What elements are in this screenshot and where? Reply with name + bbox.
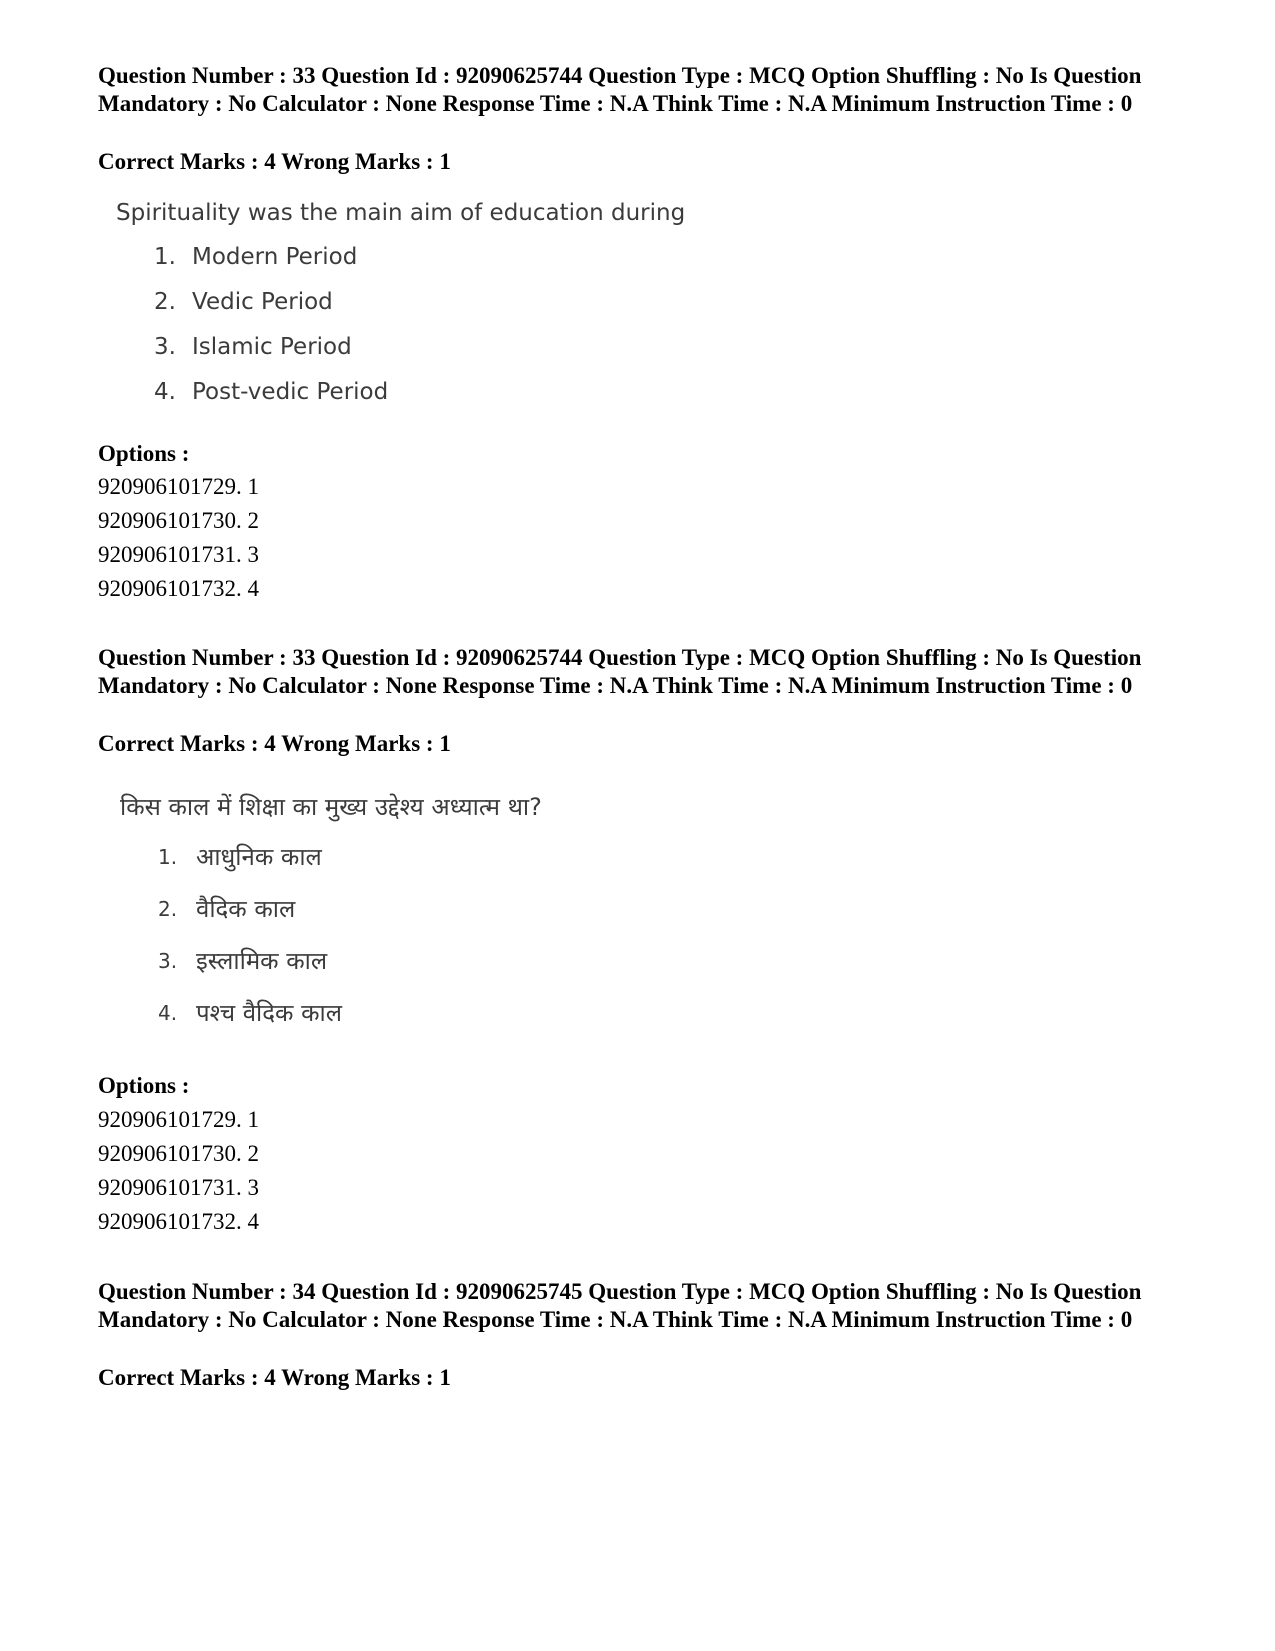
options-label: Options : xyxy=(98,1073,190,1098)
option-item: 920906101731. 3 xyxy=(98,542,259,567)
marks-line: Correct Marks : 4 Wrong Marks : 1 xyxy=(98,149,451,174)
option-item: 920906101730. 2 xyxy=(98,1141,259,1166)
choice-item: 3. Islamic Period xyxy=(154,334,352,360)
option-item: 920906101730. 2 xyxy=(98,508,259,533)
choice-item: 1. Modern Period xyxy=(154,244,358,270)
question-header: Question Number : 33 Question Id : 92090625744 Question Type : MCQ Option Shuffling : No Is Question Mandatory : No Calculator : None Response Time : N.A Think Time : N.A Minimum Instruction Time : 0 xyxy=(98,63,1142,116)
option-item: 920906101729. 1 xyxy=(98,474,259,499)
option-item: 920906101732. 4 xyxy=(98,576,259,601)
options-list xyxy=(98,1103,259,1239)
option-item: 920906101729. 1 xyxy=(98,1107,259,1132)
marks-line: Correct Marks : 4 Wrong Marks : 1 xyxy=(98,1365,451,1390)
choice-item: 2. Vedic Period xyxy=(154,289,333,315)
question-text: Spirituality was the main aim of education during xyxy=(116,200,686,226)
question-header: Question Number : 34 Question Id : 92090625745 Question Type : MCQ Option Shuffling : No Is Question Mandatory : No Calculator : None Response Time : N.A Think Time : N.A Minimum Instruction Time : 0 xyxy=(98,1279,1142,1332)
option-item: 920906101732. 4 xyxy=(98,1209,259,1234)
choice-item: 4. पश्च वैदिक काल xyxy=(158,999,342,1027)
options-label: Options : xyxy=(98,441,190,466)
choice-item: 1. आधुनिक काल xyxy=(158,843,322,871)
option-item: 920906101731. 3 xyxy=(98,1175,259,1200)
question-content xyxy=(116,198,685,422)
question-text: किस काल में शिक्षा का मुख्य उद्देश्य अध्यात्म था? xyxy=(120,793,542,821)
choice-item: 4. Post-vedic Period xyxy=(154,379,389,405)
choice-list xyxy=(158,842,542,1050)
question-content xyxy=(120,792,542,1050)
question-header: Question Number : 33 Question Id : 92090625744 Question Type : MCQ Option Shuffling : No Is Question Mandatory : No Calculator : None Response Time : N.A Think Time : N.A Minimum Instruction Time : 0 xyxy=(98,645,1142,698)
choice-list xyxy=(154,242,685,422)
marks-line: Correct Marks : 4 Wrong Marks : 1 xyxy=(98,731,451,756)
options-list xyxy=(98,470,259,606)
choice-item: 3. इस्लामिक काल xyxy=(158,947,328,975)
choice-item: 2. वैदिक काल xyxy=(158,895,296,923)
